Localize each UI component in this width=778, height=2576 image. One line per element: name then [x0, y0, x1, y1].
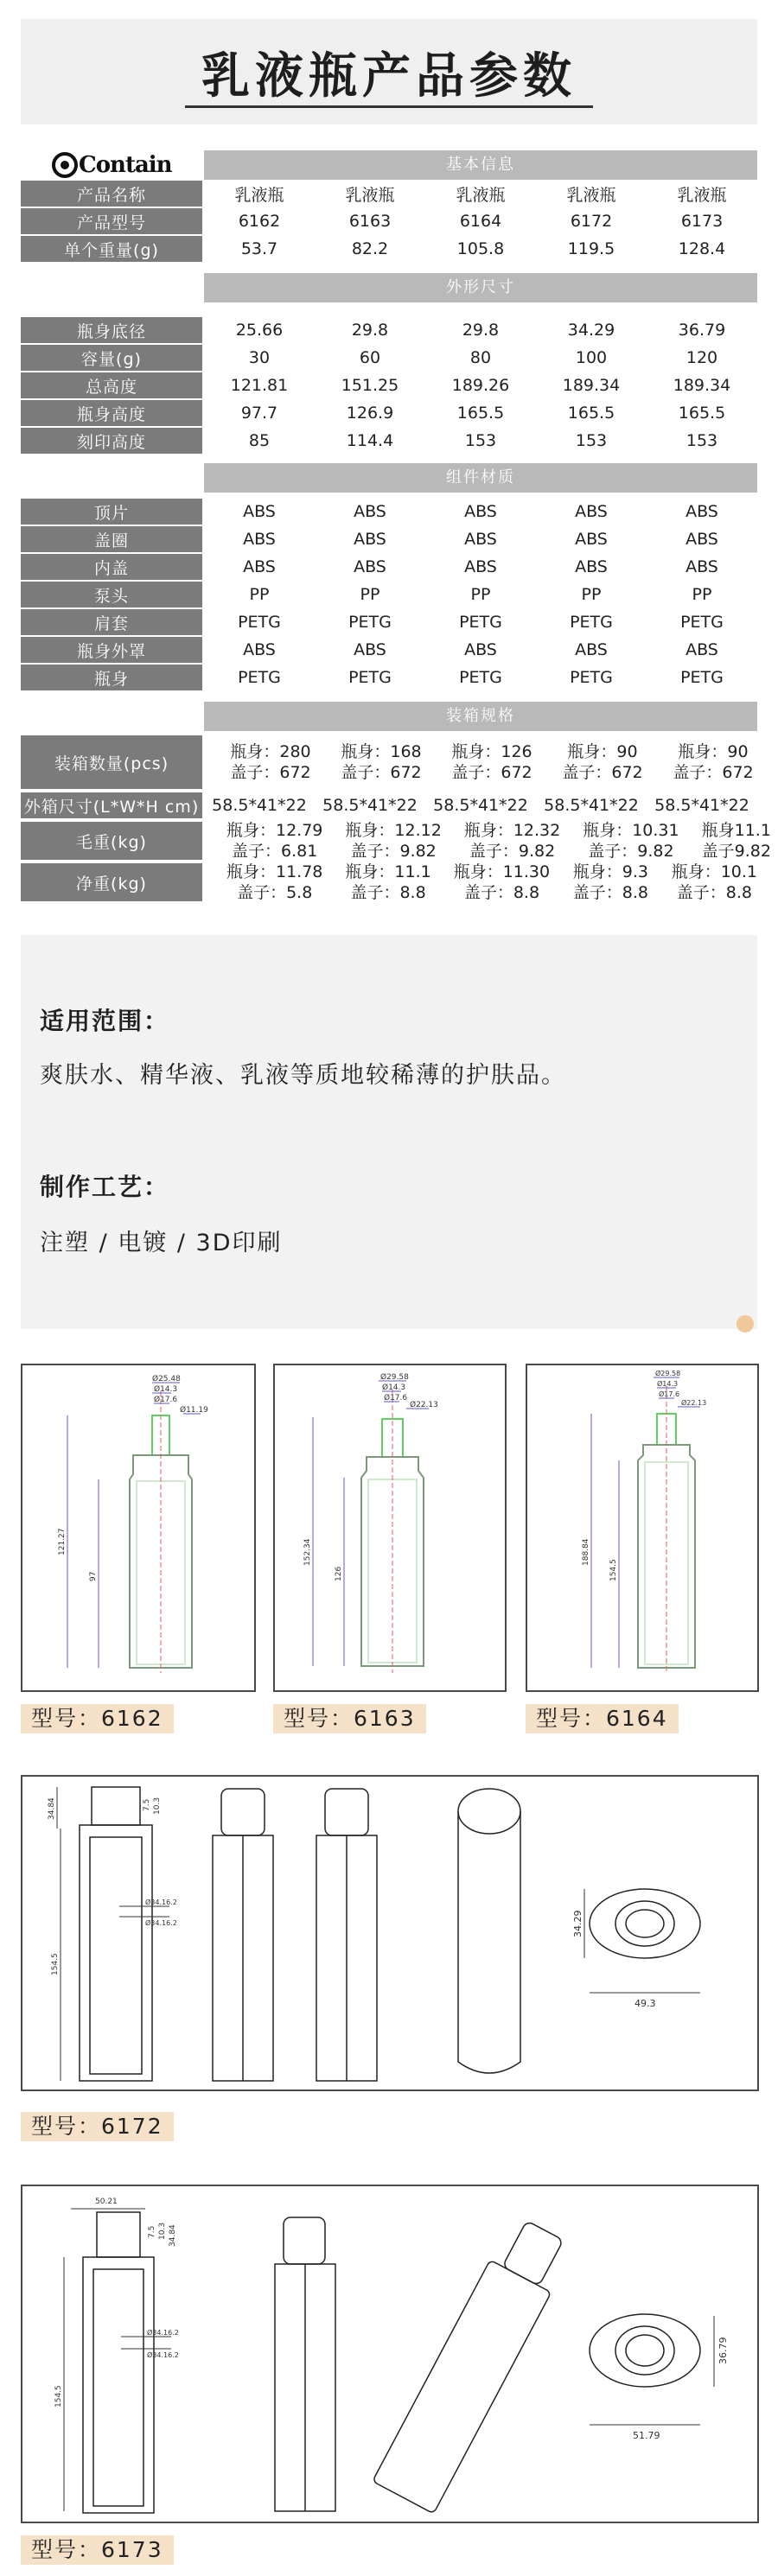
table-cell: 121.81: [230, 376, 289, 395]
craft-heading: 制作工艺：: [40, 1173, 170, 1201]
cell-line: 盖子：9.82: [588, 842, 674, 861]
row-label: 内盖: [21, 554, 202, 580]
table-cell: PP: [692, 585, 712, 604]
table-cell: [649, 862, 757, 903]
row-cells: [204, 530, 757, 549]
row-cells: [204, 585, 757, 604]
model-tag-6162: 型号：6162: [21, 1704, 174, 1733]
table-cell: ABS: [464, 530, 497, 549]
table-cell: [315, 741, 425, 783]
model-tag-6172: 型号：6172: [21, 2112, 174, 2141]
table-cell: 乳液瓶: [234, 185, 284, 205]
row-diameter: [21, 316, 757, 344]
table-cell: 126.9: [346, 404, 394, 423]
table-cell: 97.7: [240, 404, 278, 423]
dim-6173-h: 36.79: [717, 2337, 729, 2364]
table-cell: PETG: [570, 613, 613, 632]
table-cell: 151.25: [341, 376, 399, 395]
table-cell: ABS: [575, 502, 608, 521]
bottle-6163-diagram: [275, 1365, 505, 1690]
cell-line: 瓶身：168: [341, 742, 422, 761]
row-label: 产品名称: [21, 181, 202, 207]
dim-6164-b: Ø14.3: [657, 1380, 679, 1388]
table-cell: 6162: [238, 212, 281, 231]
table-cell: 乳液瓶: [677, 185, 727, 205]
cell-line: 盖子：8.8: [676, 883, 752, 902]
dim-6173-g: 154.5: [54, 2385, 63, 2407]
table-cell: 29.8: [462, 321, 500, 340]
table-cell: 153: [575, 431, 608, 450]
table-cell: ABS: [686, 502, 718, 521]
row-top: [21, 498, 757, 525]
bottle-6172-diagram: [22, 1777, 757, 2089]
table-cell: 30: [248, 348, 271, 367]
table-cell: [550, 862, 649, 903]
cell-line: 盖子：5.8: [237, 883, 313, 902]
cell-line: 瓶身：90: [567, 742, 638, 761]
dim-6162-a: Ø25.48: [152, 1375, 181, 1383]
dim-6172-a: 34.84: [48, 1797, 56, 1820]
model-tag-6163: 型号：6163: [273, 1704, 426, 1733]
table-cell: [560, 820, 679, 862]
table-cell: 25.66: [235, 321, 284, 340]
table-cell: ABS: [464, 502, 497, 521]
row-cells: [204, 182, 757, 206]
row-cells: [204, 321, 757, 340]
table-cell: 165.5: [678, 404, 726, 423]
table-cell: 100: [575, 348, 608, 367]
table-cell: 189.34: [673, 376, 731, 395]
cell-line: 盖子：672: [451, 763, 532, 782]
bottle-6162-diagram: [22, 1365, 254, 1690]
row-shoulder: [21, 608, 757, 636]
dim-6162-d: Ø11.19: [180, 1406, 208, 1415]
usage-heading: 适用范围：: [40, 1007, 170, 1035]
table-cell: [536, 741, 647, 783]
dim-6173-b: 7.5: [148, 2225, 156, 2238]
table-cell: [204, 862, 322, 903]
dim-6162-b: Ø14.3: [154, 1385, 178, 1394]
dim-6163-f: 126: [335, 1566, 343, 1581]
dim-6163-a: Ø29.58: [380, 1373, 409, 1382]
table-cell: [425, 741, 536, 783]
table-cell: PETG: [459, 668, 502, 687]
table-cell: ABS: [464, 640, 497, 659]
title-underline: [185, 105, 593, 108]
table-cell: PETG: [680, 613, 724, 632]
dim-6172-g: 34.29: [572, 1910, 584, 1937]
dim-6172-b: 7.5: [143, 1798, 151, 1811]
row-body: [21, 664, 757, 691]
table-cell: 乳液瓶: [566, 185, 616, 205]
dim-6172-d: Ø34.16.2: [145, 1899, 177, 1906]
row-label: 单个重量(g): [21, 236, 202, 262]
table-cell: ABS: [354, 530, 386, 549]
page-title: 乳液瓶产品参数: [201, 48, 577, 105]
row-label: 外箱尺寸(L*W*H cm): [21, 792, 202, 818]
table-cell: ABS: [575, 640, 608, 659]
dim-6172-e: Ø34.16.2: [145, 1919, 177, 1927]
table-cell: 114.4: [346, 431, 394, 450]
table-cell: 58.5*41*22: [433, 796, 528, 815]
row-inner-cap: [21, 553, 757, 581]
model-tag-6173: 型号：6173: [21, 2535, 174, 2565]
row-cells: [204, 212, 757, 231]
dim-6164-c: Ø17.6: [659, 1390, 680, 1398]
row-cap-ring: [21, 525, 757, 553]
dim-6172-h: 49.3: [635, 1998, 656, 2009]
row-name: [21, 180, 757, 207]
section-packing: 装箱规格: [204, 702, 757, 731]
dim-6162-e: 121.27: [58, 1528, 67, 1555]
table-cell: 58.5*41*22: [322, 796, 418, 815]
row-cells: [204, 404, 757, 423]
table-cell: 58.5*41*22: [212, 796, 307, 815]
model-tag-6164: 型号：6164: [526, 1704, 679, 1733]
bottle-6173-diagram: [22, 2186, 757, 2522]
dim-6173-a: 50.21: [95, 2198, 118, 2206]
row-cells: [204, 613, 757, 632]
cell-line: 瓶身：9.3: [572, 862, 649, 881]
table-cell: ABS: [243, 557, 276, 576]
row-label: 瓶身高度: [21, 400, 202, 426]
row-cells: [204, 502, 757, 521]
table-cell: ABS: [686, 640, 718, 659]
table-cell: 85: [248, 431, 271, 450]
drawing-6164: [526, 1364, 759, 1692]
table-cell: ABS: [686, 557, 718, 576]
dim-6163-b: Ø14.3: [382, 1383, 406, 1392]
cell-line: 瓶身：12.79: [226, 821, 323, 840]
row-body-height: [21, 399, 757, 427]
cell-line: 盖子：672: [673, 763, 754, 782]
dim-6172-c: 10.3: [153, 1797, 162, 1815]
table-cell: 58.5*41*22: [654, 796, 749, 815]
contain-logo: [52, 150, 172, 180]
table-cell: PETG: [570, 668, 613, 687]
dim-6164-a: Ø29.58: [655, 1370, 681, 1377]
row-cells: [204, 862, 757, 903]
table-cell: PP: [470, 585, 491, 604]
row-cells: [204, 796, 757, 815]
table-cell: 153: [464, 431, 497, 450]
drawing-6162: [21, 1364, 256, 1692]
table-cell: ABS: [575, 557, 608, 576]
table-cell: 128.4: [678, 239, 726, 258]
table-cell: [647, 741, 757, 783]
table-cell: 乳液瓶: [456, 185, 506, 205]
table-cell: PETG: [348, 668, 392, 687]
header-banner: [21, 19, 757, 124]
table-cell: PP: [360, 585, 380, 604]
cell-line: 盖子：672: [230, 763, 311, 782]
table-cell: ABS: [464, 557, 497, 576]
cell-line: 瓶身11.1: [701, 821, 771, 840]
cell-line: 瓶身：11.78: [226, 862, 323, 881]
table-cell: 165.5: [567, 404, 615, 423]
cell-line: 盖子：8.8: [463, 883, 540, 902]
table-cell: 82.2: [351, 239, 389, 258]
table-cell: 80: [469, 348, 492, 367]
row-cells: [204, 668, 757, 687]
table-cell: 58.5*41*22: [544, 796, 639, 815]
cell-line: 瓶身：11.30: [453, 862, 551, 881]
table-cell: 6173: [680, 212, 724, 231]
table-cell: 53.7: [240, 239, 278, 258]
table-cell: [431, 862, 550, 903]
decor-dot: [737, 1315, 754, 1333]
table-cell: 105.8: [456, 239, 505, 258]
row-label: 泵头: [21, 582, 202, 607]
cell-line: 瓶身：10.31: [583, 821, 679, 840]
craft-text: 注塑 / 电镀 / 3D印刷: [40, 1230, 283, 1256]
table-cell: PP: [581, 585, 602, 604]
table-cell: ABS: [575, 530, 608, 549]
cell-line: 盖子：8.8: [572, 883, 649, 902]
table-cell: [204, 820, 322, 862]
cell-line: 盖子：6.81: [232, 842, 318, 861]
section-material: 组件材质: [204, 463, 757, 493]
row-cells: [204, 239, 757, 258]
cell-line: 盖子：9.82: [469, 842, 556, 861]
section-basic: 基本信息: [204, 150, 757, 180]
table-cell: [322, 862, 430, 903]
logo-ring-icon: [52, 152, 78, 178]
table-cell: ABS: [686, 530, 718, 549]
row-label: 瓶身外罩: [21, 637, 202, 663]
row-label: 容量(g): [21, 345, 202, 371]
row-cells: [204, 741, 757, 783]
drawing-6173: [21, 2185, 759, 2523]
info-section: [21, 935, 757, 1329]
cell-line: 盖子：672: [341, 763, 422, 782]
table-cell: 29.8: [351, 321, 389, 340]
row-cells: [204, 820, 771, 862]
table-cell: 120: [686, 348, 718, 367]
table-cell: 6164: [459, 212, 502, 231]
dim-6162-c: Ø17.6: [154, 1396, 178, 1404]
bottle-6164-diagram: [527, 1365, 757, 1690]
dim-6173-c: 10.3: [158, 2222, 167, 2240]
row-outer-cover: [21, 636, 757, 664]
cell-line: 瓶身：11.1: [345, 862, 431, 881]
row-cells: [204, 431, 757, 450]
cell-line: 瓶身：90: [678, 742, 749, 761]
table-cell: 36.79: [678, 321, 726, 340]
dim-6163-c: Ø17.6: [384, 1394, 408, 1402]
table-cell: ABS: [243, 530, 276, 549]
table-cell: 189.26: [451, 376, 510, 395]
dim-6164-f: 154.5: [609, 1559, 618, 1581]
row-cells: [204, 557, 757, 576]
cell-line: 盖子：8.8: [350, 883, 426, 902]
table-cell: PETG: [348, 613, 392, 632]
table-cell: 6163: [348, 212, 392, 231]
row-label: 顶片: [21, 499, 202, 525]
row-label: 装箱数量(pcs): [21, 735, 202, 789]
dim-6173-i: 51.79: [633, 2430, 660, 2441]
cell-line: 盖子9.82: [701, 842, 771, 861]
dim-6173-d: 34.84: [169, 2224, 177, 2247]
table-cell: PETG: [459, 613, 502, 632]
cell-line: 盖子：672: [562, 763, 643, 782]
table-cell: 119.5: [567, 239, 615, 258]
row-cells: [204, 640, 757, 659]
table-cell: PETG: [238, 613, 281, 632]
row-gross: [21, 821, 771, 861]
table-cell: ABS: [243, 502, 276, 521]
cell-line: 瓶身：10.1: [671, 862, 757, 881]
table-cell: ABS: [354, 640, 386, 659]
cell-line: 瓶身：12.32: [463, 821, 561, 840]
table-cell: 60: [359, 348, 381, 367]
table-cell: [442, 820, 560, 862]
cell-line: 瓶身：280: [230, 742, 311, 761]
section-size: 外形尺寸: [204, 273, 757, 302]
dim-6173-e: Ø34.16.2: [147, 2329, 179, 2337]
row-label: 净重(kg): [21, 863, 202, 901]
dim-6172-f: 154.5: [51, 1953, 60, 1975]
row-pump: [21, 581, 757, 608]
drawing-6172: [21, 1775, 759, 2091]
row-label: 肩套: [21, 609, 202, 635]
table-cell: [204, 741, 315, 783]
row-capacity: [21, 344, 757, 372]
cell-line: 瓶身：126: [451, 742, 532, 761]
row-cells: [204, 348, 757, 367]
dim-6162-f: 97: [89, 1571, 98, 1581]
table-cell: 189.34: [562, 376, 621, 395]
table-cell: PP: [249, 585, 270, 604]
table-cell: ABS: [354, 557, 386, 576]
dim-6173-f: Ø34.16.2: [147, 2351, 179, 2359]
dim-6163-e: 152.34: [303, 1538, 312, 1566]
dim-6164-d: Ø22.13: [681, 1399, 707, 1407]
table-cell: 乳液瓶: [345, 185, 395, 205]
table-cell: 34.29: [567, 321, 615, 340]
row-label: 刻印高度: [21, 428, 202, 454]
table-cell: 165.5: [456, 404, 505, 423]
row-label: 瓶身: [21, 665, 202, 690]
table-cell: PETG: [238, 668, 281, 687]
table-cell: 6172: [570, 212, 613, 231]
row-weight: [21, 235, 757, 263]
row-label: 盖圈: [21, 526, 202, 552]
cell-line: 盖子：9.82: [350, 842, 437, 861]
table-cell: 153: [686, 431, 718, 450]
logo-text: Contain: [79, 152, 172, 178]
table-cell: [679, 820, 771, 862]
drawing-6163: [273, 1364, 507, 1692]
row-net: [21, 862, 757, 902]
row-print-height: [21, 427, 757, 455]
cell-line: 瓶身：12.12: [345, 821, 442, 840]
row-label: 产品型号: [21, 208, 202, 234]
usage-text: 爽肤水、精华液、乳液等质地较稀薄的护肤品。: [40, 1062, 566, 1089]
row-label: 总高度: [21, 372, 202, 398]
row-total-height: [21, 372, 757, 399]
row-label: 毛重(kg): [21, 822, 202, 860]
table-cell: ABS: [354, 502, 386, 521]
table-cell: PETG: [680, 668, 724, 687]
dim-6163-d: Ø22.13: [410, 1401, 438, 1409]
row-box-qty: [21, 735, 757, 790]
row-cells: [204, 376, 757, 395]
table-cell: ABS: [243, 640, 276, 659]
row-model: [21, 207, 757, 235]
table-cell: [322, 820, 441, 862]
row-box-size: [21, 792, 757, 819]
row-label: 瓶身底径: [21, 317, 202, 343]
dim-6164-e: 188.84: [582, 1538, 590, 1566]
